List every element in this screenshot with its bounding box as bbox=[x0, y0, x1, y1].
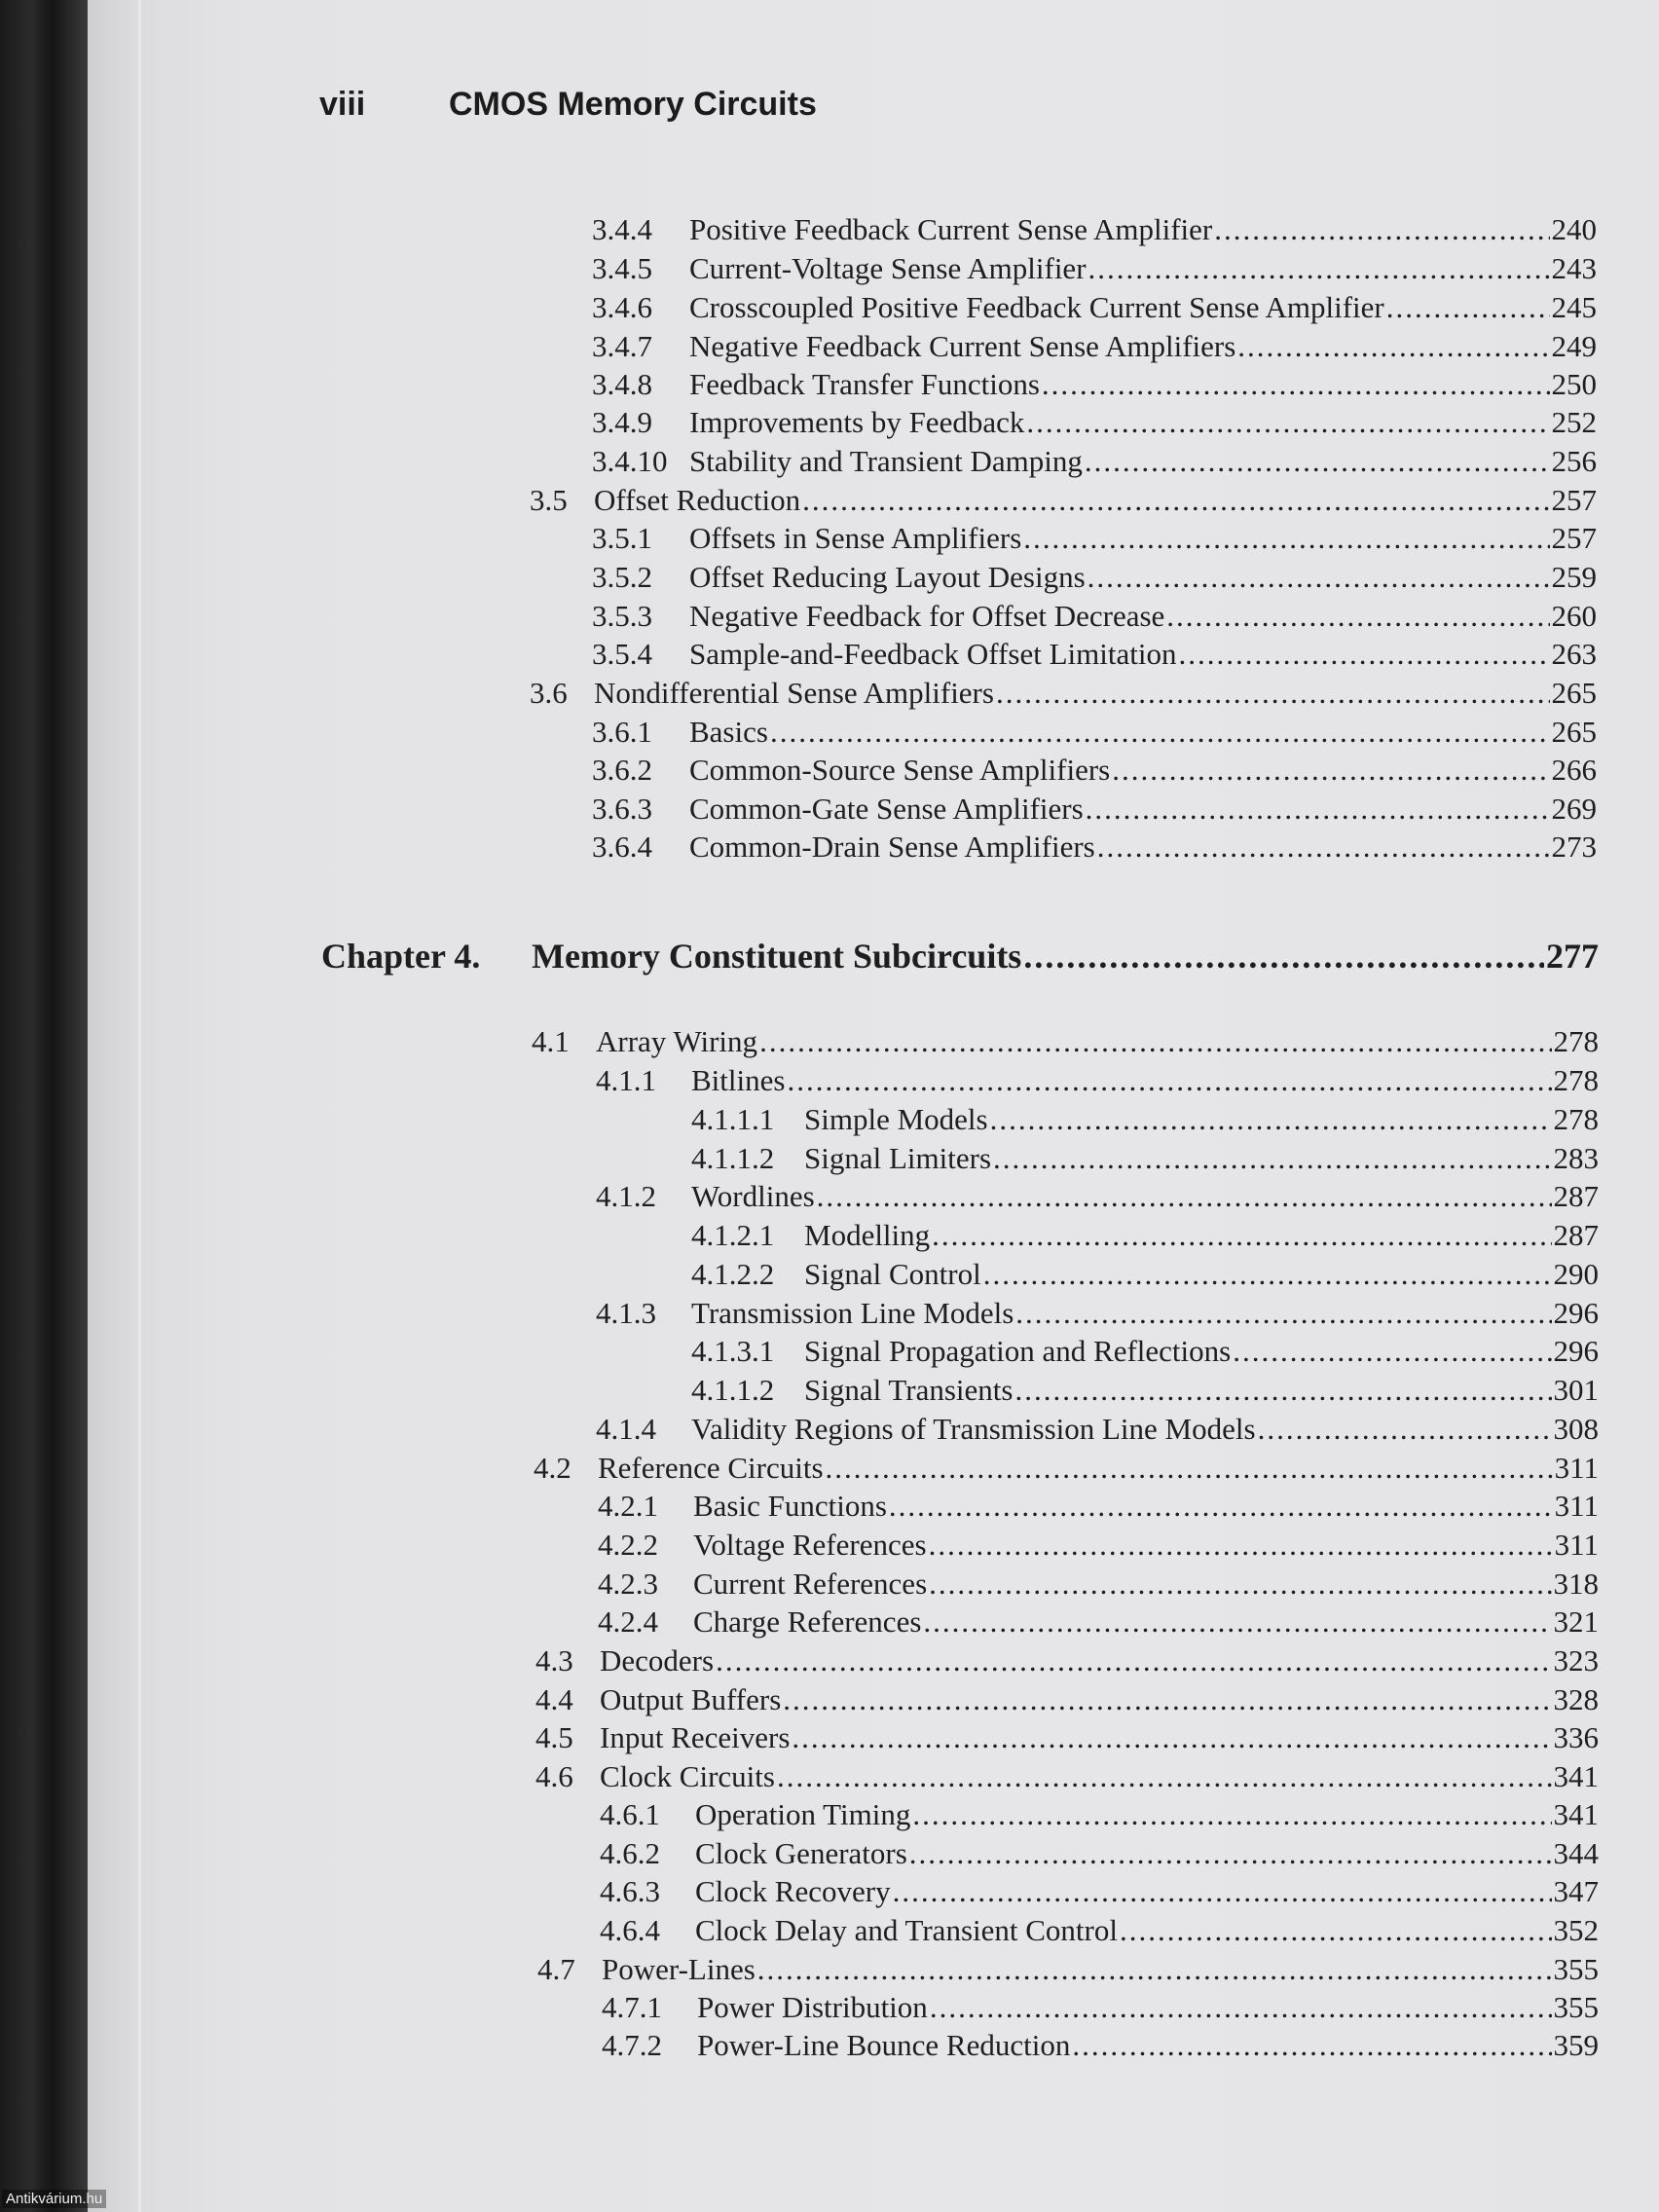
entry-title: Array Wiring bbox=[596, 1024, 758, 1058]
entry-number: 4.6 bbox=[535, 1759, 573, 1793]
leader-dots bbox=[1023, 937, 1544, 976]
toc-entry bbox=[530, 676, 1597, 711]
leader-dots bbox=[1214, 212, 1549, 247]
watermark: Antikvárium.hu bbox=[2, 2190, 106, 2208]
toc-entry bbox=[598, 1528, 1599, 1563]
entry-title: Common-Drain Sense Amplifiers bbox=[689, 830, 1095, 864]
entry-title: Stability and Transient Damping bbox=[689, 444, 1083, 478]
entry-page: 355 bbox=[1553, 1952, 1599, 1986]
toc-entry bbox=[535, 1759, 1599, 1794]
entry-number: 4.2.4 bbox=[598, 1604, 658, 1639]
entry-number: 3.5.4 bbox=[592, 637, 652, 671]
entry-title: Charge References bbox=[693, 1604, 922, 1639]
toc-entry bbox=[596, 1412, 1599, 1447]
entry-page: 341 bbox=[1553, 1759, 1599, 1793]
entry-title: Power-Line Bounce Reduction bbox=[697, 2028, 1071, 2062]
entry-number: 4.2 bbox=[534, 1451, 571, 1485]
entry-number: 4.1.1.2 bbox=[691, 1141, 775, 1175]
toc-entry bbox=[600, 1836, 1599, 1871]
toc-entry bbox=[598, 1604, 1599, 1640]
entry-title: Input Receivers bbox=[600, 1720, 791, 1754]
entry-number: 4.7.2 bbox=[602, 2028, 662, 2062]
entry-number: 3.5 bbox=[530, 483, 568, 517]
entry-title: Voltage References bbox=[693, 1528, 927, 1562]
entry-number: 4.1 bbox=[532, 1024, 570, 1058]
leader-dots bbox=[802, 483, 1549, 518]
toc-entry bbox=[592, 367, 1597, 402]
leader-dots bbox=[1258, 1412, 1552, 1447]
toc-entry bbox=[592, 715, 1597, 750]
toc-entry bbox=[598, 1489, 1599, 1524]
header-title: CMOS Memory Circuits bbox=[449, 86, 817, 123]
entry-title: Common-Source Sense Amplifiers bbox=[689, 753, 1111, 787]
entry-number: 4.6.4 bbox=[600, 1913, 660, 1947]
entry-page: 311 bbox=[1554, 1528, 1599, 1562]
entry-page: 278 bbox=[1553, 1063, 1599, 1097]
entry-title: Bitlines bbox=[691, 1063, 786, 1097]
entry-title: Signal Propagation and Reflections bbox=[804, 1334, 1232, 1368]
entry-number: 4.1.2.1 bbox=[691, 1218, 775, 1252]
header-page-number: viii bbox=[319, 86, 366, 123]
toc-entry bbox=[592, 290, 1597, 325]
toc-entry bbox=[592, 329, 1597, 364]
entry-number: 3.4.10 bbox=[592, 444, 668, 478]
leader-dots bbox=[923, 1604, 1551, 1640]
entry-page: 257 bbox=[1551, 521, 1597, 555]
entry-page: 296 bbox=[1553, 1296, 1599, 1330]
entry-page: 265 bbox=[1551, 715, 1597, 749]
entry-title: Clock Generators bbox=[695, 1836, 907, 1870]
entry-title: Transmission Line Models bbox=[691, 1296, 1014, 1330]
chapter-heading bbox=[321, 937, 1599, 976]
entry-page: 318 bbox=[1553, 1567, 1599, 1601]
entry-page: 278 bbox=[1553, 1102, 1599, 1136]
leader-dots bbox=[889, 1489, 1553, 1524]
entry-title: Simple Models bbox=[804, 1102, 988, 1136]
toc-entry bbox=[534, 1451, 1599, 1486]
entry-number: 3.4.7 bbox=[592, 329, 652, 363]
leader-dots bbox=[1088, 560, 1550, 595]
leader-dots bbox=[1120, 1913, 1552, 1948]
leader-dots bbox=[1042, 367, 1550, 402]
chapter-page: 277 bbox=[1546, 937, 1599, 976]
entry-number: 4.1.3.1 bbox=[691, 1334, 775, 1368]
entry-number: 3.4.4 bbox=[592, 212, 652, 246]
entry-title: Basic Functions bbox=[693, 1489, 887, 1523]
entry-page: 257 bbox=[1551, 483, 1597, 517]
entry-page: 301 bbox=[1553, 1373, 1599, 1407]
entry-page: 283 bbox=[1553, 1141, 1599, 1175]
entry-number: 3.6.2 bbox=[592, 753, 652, 787]
entry-number: 4.2.1 bbox=[598, 1489, 658, 1523]
entry-title: Current References bbox=[693, 1567, 928, 1601]
entry-page: 287 bbox=[1553, 1218, 1599, 1252]
toc-entry bbox=[592, 830, 1597, 865]
entry-title: Improvements by Feedback bbox=[689, 405, 1025, 439]
entry-page: 263 bbox=[1551, 637, 1597, 671]
toc-entry bbox=[602, 2028, 1599, 2063]
toc-entry bbox=[600, 1913, 1599, 1948]
entry-number: 4.1.1.2 bbox=[691, 1373, 775, 1407]
leader-dots bbox=[929, 1567, 1551, 1602]
entry-page: 287 bbox=[1553, 1179, 1599, 1213]
toc-entry bbox=[535, 1682, 1599, 1717]
entry-page: 290 bbox=[1553, 1257, 1599, 1291]
entry-page: 240 bbox=[1551, 212, 1597, 246]
leader-dots bbox=[1015, 1296, 1551, 1331]
entry-number: 4.6.3 bbox=[600, 1874, 660, 1908]
entry-number: 4.2.3 bbox=[598, 1567, 658, 1601]
entry-title: Offsets in Sense Amplifiers bbox=[689, 521, 1022, 555]
entry-title: Negative Feedback for Offset Decrease bbox=[689, 599, 1165, 633]
chapter-title: Memory Constituent Subcircuits bbox=[532, 937, 1022, 976]
entry-number: 3.6 bbox=[530, 676, 568, 710]
toc-entry bbox=[691, 1257, 1599, 1292]
toc-entry bbox=[592, 599, 1597, 634]
entry-title: Current-Voltage Sense Amplifier bbox=[689, 251, 1087, 285]
entry-page: 245 bbox=[1551, 290, 1597, 324]
entry-title: Positive Feedback Current Sense Amplifier bbox=[689, 212, 1213, 246]
entry-number: 4.7 bbox=[537, 1952, 575, 1986]
entry-page: 352 bbox=[1553, 1913, 1599, 1947]
entry-page: 308 bbox=[1553, 1412, 1599, 1446]
toc-entry bbox=[691, 1373, 1599, 1408]
leader-dots bbox=[1014, 1373, 1551, 1408]
toc-entry bbox=[592, 560, 1597, 595]
toc-entry bbox=[691, 1334, 1599, 1369]
entry-page: 250 bbox=[1551, 367, 1597, 401]
entry-page: 336 bbox=[1553, 1720, 1599, 1754]
entry-number: 3.4.9 bbox=[592, 405, 652, 439]
entry-page: 341 bbox=[1553, 1797, 1599, 1831]
entry-title: Crosscoupled Positive Feedback Current Sense Amplifier bbox=[689, 290, 1384, 324]
entry-page: 259 bbox=[1551, 560, 1597, 594]
entry-title: Offset Reducing Layout Designs bbox=[689, 560, 1086, 594]
entry-page: 278 bbox=[1553, 1024, 1599, 1058]
leader-dots bbox=[1386, 290, 1550, 325]
leader-dots bbox=[826, 1451, 1553, 1486]
entry-number: 3.5.2 bbox=[592, 560, 652, 594]
toc-entry bbox=[592, 521, 1597, 556]
entry-title: Reference Circuits bbox=[598, 1451, 824, 1485]
toc-entry bbox=[592, 792, 1597, 827]
toc-entry bbox=[592, 753, 1597, 788]
toc-entry bbox=[596, 1063, 1599, 1098]
leader-dots bbox=[817, 1179, 1552, 1214]
leader-dots bbox=[1023, 521, 1549, 556]
entry-title: Nondifferential Sense Amplifiers bbox=[594, 676, 994, 710]
leader-dots bbox=[1112, 753, 1549, 788]
leader-dots bbox=[1085, 444, 1550, 479]
toc-entry bbox=[592, 405, 1597, 440]
toc-entry bbox=[535, 1643, 1599, 1678]
entry-page: 256 bbox=[1551, 444, 1597, 478]
entry-page: 265 bbox=[1551, 676, 1597, 710]
entry-title: Offset Reduction bbox=[594, 483, 801, 517]
leader-dots bbox=[783, 1682, 1551, 1717]
entry-page: 311 bbox=[1554, 1451, 1599, 1485]
entry-title: Signal Transients bbox=[804, 1373, 1014, 1407]
leader-dots bbox=[996, 676, 1550, 711]
leader-dots bbox=[777, 1759, 1552, 1794]
leader-dots bbox=[1086, 792, 1550, 827]
entry-page: 252 bbox=[1551, 405, 1597, 439]
entry-number: 4.7.1 bbox=[602, 1990, 662, 2024]
leader-dots bbox=[1233, 1334, 1551, 1369]
entry-number: 3.5.1 bbox=[592, 521, 652, 555]
entry-number: 4.6.2 bbox=[600, 1836, 660, 1870]
entry-page: 355 bbox=[1553, 1990, 1599, 2024]
toc-entry bbox=[535, 1720, 1599, 1755]
entry-number: 4.4 bbox=[535, 1682, 573, 1716]
toc-entry bbox=[532, 1024, 1599, 1059]
toc-entry bbox=[691, 1218, 1599, 1253]
entry-page: 260 bbox=[1551, 599, 1597, 633]
toc-entry bbox=[691, 1102, 1599, 1137]
entry-title: Signal Control bbox=[804, 1257, 981, 1291]
entry-page: 296 bbox=[1553, 1334, 1599, 1368]
leader-dots bbox=[1166, 599, 1549, 634]
toc-entry bbox=[592, 251, 1597, 286]
leader-dots bbox=[1097, 830, 1550, 865]
toc-entry bbox=[530, 483, 1597, 518]
entry-page: 269 bbox=[1551, 792, 1597, 826]
toc-entry bbox=[592, 212, 1597, 247]
entry-title: Wordlines bbox=[691, 1179, 815, 1213]
entry-title: Feedback Transfer Functions bbox=[689, 367, 1040, 401]
entry-page: 321 bbox=[1553, 1604, 1599, 1639]
leader-dots bbox=[930, 1990, 1552, 2025]
toc-entry bbox=[600, 1797, 1599, 1832]
leader-dots bbox=[770, 715, 1550, 750]
entry-title: Validity Regions of Transmission Line Models bbox=[691, 1412, 1256, 1446]
entry-title: Sample-and-Feedback Offset Limitation bbox=[689, 637, 1177, 671]
entry-number: 4.3 bbox=[535, 1643, 573, 1677]
entry-number: 3.4.8 bbox=[592, 367, 652, 401]
leader-dots bbox=[787, 1063, 1551, 1098]
entry-page: 249 bbox=[1551, 329, 1597, 363]
leader-dots bbox=[792, 1720, 1551, 1755]
entry-page: 273 bbox=[1551, 830, 1597, 864]
entry-title: Negative Feedback Current Sense Amplifiers bbox=[689, 329, 1236, 363]
entry-title: Clock Recovery bbox=[695, 1874, 891, 1908]
toc-entry bbox=[596, 1179, 1599, 1214]
entry-number: 4.2.2 bbox=[598, 1528, 658, 1562]
leader-dots bbox=[759, 1024, 1551, 1059]
leader-dots bbox=[990, 1102, 1552, 1137]
entry-title: Decoders bbox=[600, 1643, 715, 1677]
entry-number: 4.6.1 bbox=[600, 1797, 660, 1831]
entry-number: 3.4.5 bbox=[592, 251, 652, 285]
entry-number: 4.1.2.2 bbox=[691, 1257, 775, 1291]
entry-number: 3.5.3 bbox=[592, 599, 652, 633]
toc-entry bbox=[691, 1141, 1599, 1176]
entry-title: Signal Limiters bbox=[804, 1141, 992, 1175]
leader-dots bbox=[993, 1141, 1551, 1176]
entry-number: 4.1.4 bbox=[596, 1412, 656, 1446]
entry-number: 3.6.4 bbox=[592, 830, 652, 864]
entry-number: 4.1.3 bbox=[596, 1296, 656, 1330]
entry-title: Output Buffers bbox=[600, 1682, 782, 1716]
toc-entry bbox=[592, 444, 1597, 479]
entry-page: 359 bbox=[1553, 2028, 1599, 2062]
leader-dots bbox=[1237, 329, 1549, 364]
leader-dots bbox=[983, 1257, 1552, 1292]
entry-title: Operation Timing bbox=[695, 1797, 911, 1831]
entry-page: 344 bbox=[1553, 1836, 1599, 1870]
entry-number: 4.1.1 bbox=[596, 1063, 656, 1097]
toc-entry bbox=[537, 1952, 1599, 1987]
entry-title: Clock Delay and Transient Control bbox=[695, 1913, 1118, 1947]
leader-dots bbox=[932, 1218, 1551, 1253]
entry-number: 3.6.3 bbox=[592, 792, 652, 826]
toc-entry bbox=[596, 1296, 1599, 1331]
toc-entry bbox=[592, 637, 1597, 672]
entry-number: 3.4.6 bbox=[592, 290, 652, 324]
entry-page: 311 bbox=[1554, 1489, 1599, 1523]
entry-title: Basics bbox=[689, 715, 768, 749]
leader-dots bbox=[1026, 405, 1549, 440]
toc-entry bbox=[600, 1874, 1599, 1909]
entry-number: 4.1.2 bbox=[596, 1179, 656, 1213]
entry-number: 4.1.1.1 bbox=[691, 1102, 775, 1136]
leader-dots bbox=[909, 1836, 1552, 1871]
leader-dots bbox=[1072, 2028, 1551, 2063]
toc-entry bbox=[602, 1990, 1599, 2025]
entry-title: Common-Gate Sense Amplifiers bbox=[689, 792, 1084, 826]
entry-number: 4.5 bbox=[535, 1720, 573, 1754]
entry-page: 323 bbox=[1553, 1643, 1599, 1677]
entry-page: 266 bbox=[1551, 753, 1597, 787]
entry-title: Power-Lines bbox=[602, 1952, 756, 1986]
entry-page: 328 bbox=[1553, 1682, 1599, 1716]
entry-page: 243 bbox=[1551, 251, 1597, 285]
leader-dots bbox=[893, 1874, 1552, 1909]
leader-dots bbox=[716, 1643, 1551, 1678]
leader-dots bbox=[1178, 637, 1549, 672]
entry-title: Clock Circuits bbox=[600, 1759, 775, 1793]
leader-dots bbox=[1088, 251, 1550, 286]
toc-entry bbox=[598, 1567, 1599, 1602]
leader-dots bbox=[929, 1528, 1553, 1563]
chapter-number: Chapter 4. bbox=[321, 937, 481, 976]
leader-dots bbox=[912, 1797, 1551, 1832]
entry-title: Modelling bbox=[804, 1218, 931, 1252]
entry-page: 347 bbox=[1553, 1874, 1599, 1908]
entry-number: 3.6.1 bbox=[592, 715, 652, 749]
entry-title: Power Distribution bbox=[697, 1990, 928, 2024]
leader-dots bbox=[757, 1952, 1552, 1987]
